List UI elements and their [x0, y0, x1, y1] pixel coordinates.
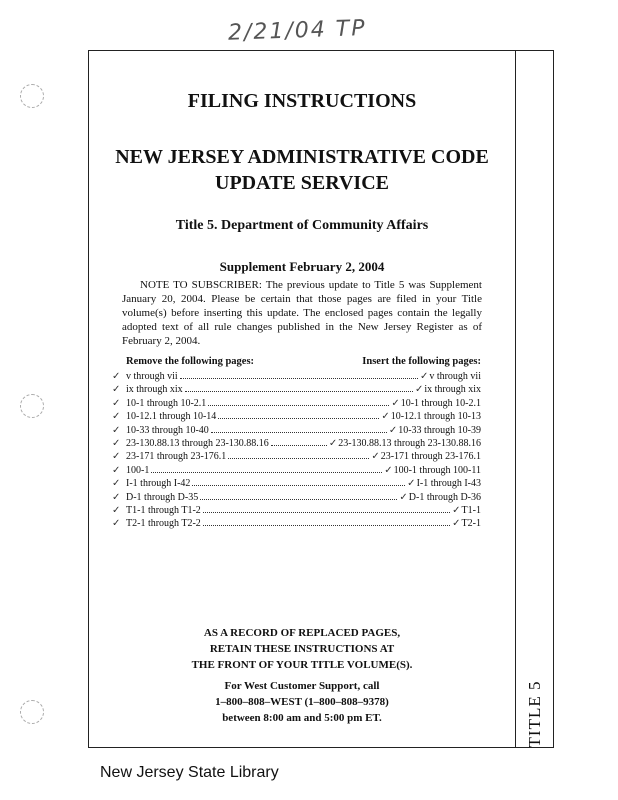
handwritten-date-note: 2/21/04 TP	[227, 15, 367, 46]
leader-dots	[228, 449, 369, 459]
check-mark-icon: ✓	[112, 397, 121, 409]
insert-pages: T2-1	[461, 518, 481, 530]
support-line-3: between 8:00 am and 5:00 pm ET.	[222, 712, 382, 724]
supplement-date: Supplement February 2, 2004	[219, 259, 385, 274]
record-line-1: AS A RECORD OF REPLACED PAGES,	[203, 627, 401, 639]
check-mark-icon: ✓	[112, 371, 121, 382]
list-item	[112, 463, 481, 476]
check-mark-icon: ✓	[414, 384, 424, 396]
support-line-2: 1–800–808–WEST (1–800–808–9378)	[215, 696, 389, 708]
list-item	[112, 436, 481, 449]
check-mark-icon: ✓	[384, 464, 393, 476]
list-item	[112, 409, 481, 422]
check-mark-icon: ✓	[112, 518, 121, 530]
customer-support	[88, 678, 516, 726]
check-mark-icon: ✓	[112, 451, 121, 463]
leader-dots	[218, 409, 379, 419]
insert-pages: 100-1 through 100-11	[393, 464, 481, 476]
check-mark-icon: ✓	[381, 411, 390, 423]
list-headings	[126, 356, 481, 367]
leader-dots	[151, 463, 382, 473]
list-item	[112, 476, 481, 489]
check-mark-icon: ✓	[419, 371, 429, 382]
remove-pages: 23-130.88.13 through 23-130.88.16	[126, 437, 269, 449]
side-tab-label: TITLE 5	[524, 680, 544, 748]
punch-hole-middle	[20, 394, 44, 418]
list-item	[112, 396, 481, 409]
check-mark-icon: ✓	[112, 424, 121, 436]
list-item	[112, 423, 481, 436]
check-mark-icon: ✓	[112, 504, 121, 516]
check-mark-icon: ✓	[112, 478, 121, 490]
remove-pages: I-1 through I-42	[126, 478, 191, 490]
punch-hole-bottom	[20, 700, 44, 724]
subscriber-note	[122, 278, 482, 348]
list-item	[112, 503, 481, 516]
remove-pages: ix through xix	[126, 384, 183, 396]
list-item	[112, 490, 481, 503]
check-mark-icon: ✓	[452, 504, 461, 516]
title-department: Title 5. Department of Community Affairs	[175, 218, 429, 233]
leader-dots	[211, 423, 387, 433]
record-line-2: RETAIN THESE INSTRUCTIONS AT	[209, 643, 395, 655]
check-mark-icon: ✓	[112, 437, 121, 449]
leader-dots	[185, 382, 413, 392]
leader-dots	[203, 503, 450, 513]
remove-pages: v through vii	[126, 371, 178, 382]
subtitle-line-2: UPDATE SERVICE	[215, 172, 389, 194]
insert-pages: I-1 through I-43	[416, 478, 481, 490]
subtitle-line-1: NEW JERSEY ADMINISTRATIVE CODE	[115, 146, 489, 168]
list-item	[112, 449, 481, 462]
insert-heading: Insert the following pages:	[362, 356, 481, 367]
insert-pages: 10-12.1 through 10-13	[390, 411, 481, 423]
side-tab	[516, 50, 554, 748]
insert-pages: 23-171 through 23-176.1	[380, 451, 481, 463]
note-body: The previous update to Title 5 was Supplement January 20, 2004. Please be certain that those pages are filed in your Title volume(s) before inserting this update. The enclosed pages contain the legally adopted text of all rule changes published in the New Jersey Register as of February 2, 2004.	[122, 279, 482, 347]
record-notice	[88, 625, 516, 673]
leader-dots	[200, 490, 397, 500]
record-line-3: THE FRONT OF YOUR TITLE VOLUME(S).	[191, 659, 413, 671]
check-mark-icon: ✓	[328, 437, 338, 449]
leader-dots	[271, 436, 327, 446]
check-mark-icon: ✓	[399, 491, 408, 503]
check-mark-icon: ✓	[388, 424, 398, 436]
insert-pages: 10-33 through 10-39	[398, 424, 481, 436]
remove-pages: 10-1 through 10-2.1	[126, 397, 207, 409]
leader-dots	[208, 396, 389, 406]
remove-heading: Remove the following pages:	[126, 356, 255, 367]
page-subtitle	[88, 144, 516, 196]
insert-pages: T1-1	[461, 504, 481, 516]
page-title: FILING INSTRUCTIONS	[187, 90, 417, 112]
remove-pages: 10-33 through 10-40	[126, 424, 209, 436]
footer-stamp: New Jersey State Library	[100, 764, 279, 781]
insert-pages: v through vii	[429, 371, 481, 382]
check-mark-icon: ✓	[407, 478, 416, 490]
check-mark-icon: ✓	[112, 384, 121, 396]
check-mark-icon: ✓	[371, 451, 380, 463]
remove-pages: 23-171 through 23-176.1	[126, 451, 227, 463]
remove-pages: D-1 through D-35	[126, 491, 199, 503]
check-mark-icon: ✓	[112, 491, 121, 503]
check-mark-icon: ✓	[452, 518, 461, 530]
check-mark-icon: ✓	[112, 411, 121, 423]
remove-pages: 100-1	[126, 464, 150, 476]
list-item	[112, 516, 481, 529]
leader-dots	[192, 476, 405, 486]
leader-dots	[203, 516, 450, 526]
remove-pages: T2-1 through T2-2	[126, 518, 201, 530]
insert-pages: D-1 through D-36	[408, 491, 481, 503]
remove-pages: T1-1 through T1-2	[126, 504, 201, 516]
punch-hole-top	[20, 84, 44, 108]
insert-pages: 10-1 through 10-2.1	[400, 397, 481, 409]
note-lead: NOTE TO SUBSCRIBER:	[140, 279, 262, 291]
list-item	[112, 382, 481, 395]
list-item	[112, 369, 481, 382]
check-mark-icon: ✓	[112, 464, 121, 476]
check-mark-icon: ✓	[391, 397, 400, 409]
page-replacement-list	[112, 369, 481, 530]
insert-pages: ix through xix	[424, 384, 481, 396]
remove-pages: 10-12.1 through 10-14	[126, 411, 217, 423]
leader-dots	[180, 369, 418, 379]
insert-pages: 23-130.88.13 through 23-130.88.16	[338, 437, 481, 449]
support-line-1: For West Customer Support, call	[224, 680, 380, 692]
